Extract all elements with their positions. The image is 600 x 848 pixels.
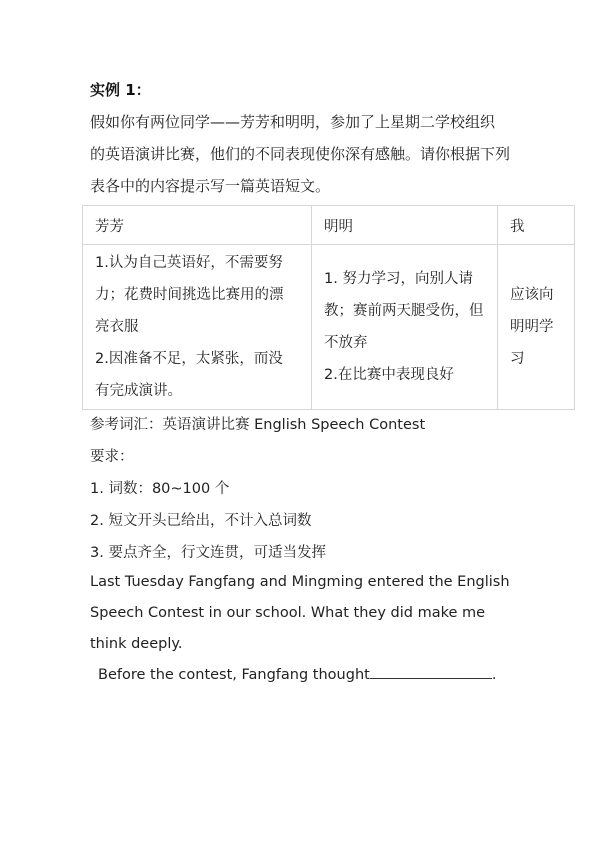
intro-line: 的英语演讲比赛，他们的不同表现使你深有感触。请你根据下列 <box>90 145 511 163</box>
essay-line: Speech Contest in our school. What they did make me <box>90 605 486 621</box>
cell-line: 1. 努力学习，向别人请 <box>324 271 473 287</box>
vocab-line: 参考词汇：英语演讲比赛 English Speech Contest <box>90 417 426 433</box>
cell-line: 习 <box>510 351 525 367</box>
task-description <box>90 106 530 202</box>
cell-line: 亮衣服 <box>95 319 139 335</box>
requirement-item: 2. 短文开头已给出，不计入总词数 <box>90 513 312 529</box>
cell-fangfang <box>83 245 312 410</box>
cell-line: 应该向 <box>510 287 554 303</box>
cell-line: 1.认为自己英语好，不需要努 <box>95 255 283 271</box>
header-me: 我 <box>498 206 575 245</box>
cell-line: 2.在比赛中表现良好 <box>324 367 454 383</box>
answer-blank[interactable] <box>370 664 492 679</box>
requirements-section <box>90 409 520 569</box>
essay-prompt-line <box>90 660 520 691</box>
table-header-row <box>83 206 575 245</box>
table-row <box>83 245 575 410</box>
cell-mingming <box>312 245 498 410</box>
cell-line: 教；赛前两天腿受伤，但 <box>324 303 484 319</box>
essay-line: think deeply. <box>90 636 183 652</box>
cell-line: 力；花费时间挑选比赛用的漂 <box>95 287 284 303</box>
requirement-item: 1. 词数：80~100 个 <box>90 481 230 497</box>
header-fangfang: 芳芳 <box>83 206 312 245</box>
cell-line: 2.因准备不足，太紧张，而没 <box>95 351 283 367</box>
cell-line: 明明学 <box>510 319 554 335</box>
essay-prompt: Before the contest, Fangfang thought <box>98 667 370 683</box>
intro-line: 表各中的内容提示写一篇英语短文。 <box>90 177 331 195</box>
essay-end: . <box>491 667 497 683</box>
requirements-title: 要求： <box>90 449 134 465</box>
cell-line: 不放弃 <box>324 335 368 351</box>
cell-me <box>498 245 575 410</box>
intro-line: 假如你有两位同学——芳芳和明明，参加了上星期二学校组织 <box>90 113 496 131</box>
cell-line: 有完成演讲。 <box>95 383 182 399</box>
info-table <box>82 205 575 410</box>
header-mingming: 明明 <box>312 206 498 245</box>
essay-line: Last Tuesday Fangfang and Mingming entered the English <box>90 574 510 590</box>
example-title: 实例 1： <box>90 81 151 99</box>
requirement-item: 3. 要点齐全，行文连贯，可适当发挥 <box>90 545 326 561</box>
essay-start <box>90 567 520 691</box>
